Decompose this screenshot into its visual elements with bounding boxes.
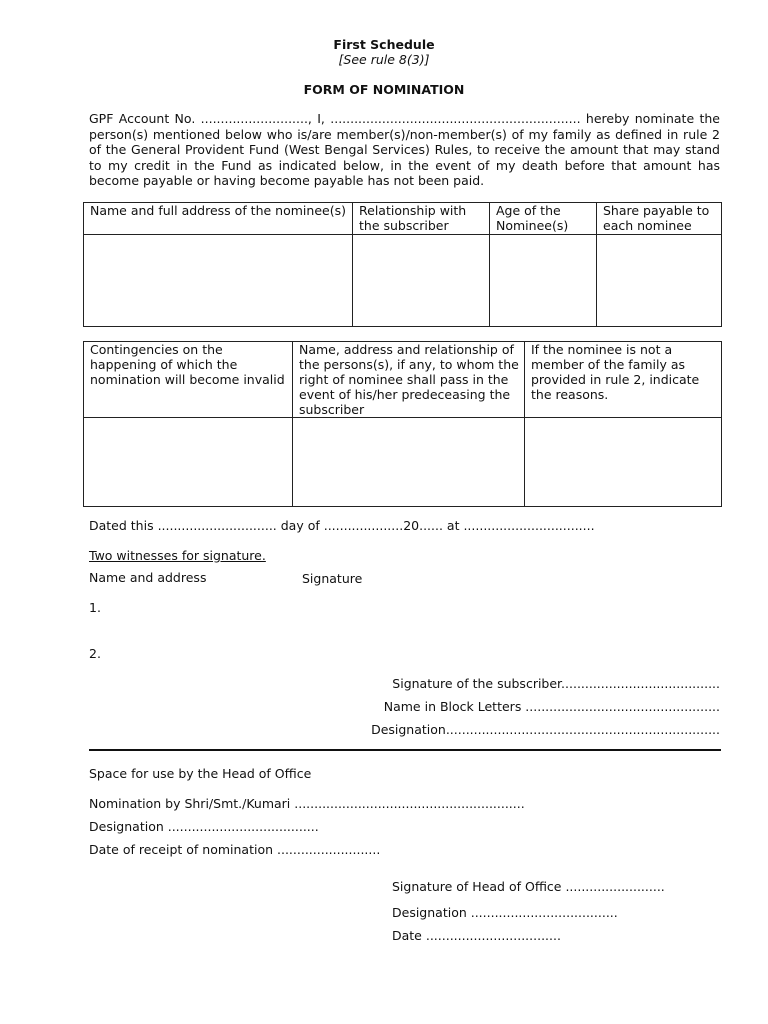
- subscriber-signature-line: Signature of the subscriber........................................: [392, 676, 720, 691]
- page-title: First Schedule: [333, 37, 435, 52]
- nominee-share-cell[interactable]: [597, 235, 722, 327]
- witnesses-heading: Two witnesses for signature.: [89, 548, 266, 563]
- witness-signature-column-label: Signature: [302, 571, 363, 586]
- date-of-receipt-line: Date of receipt of nomination ..........................: [89, 842, 381, 857]
- office-designation-line: Designation ......................................: [89, 819, 319, 834]
- contingency-successor-cell[interactable]: [293, 418, 525, 507]
- nominee-header-share: Share payable to each nominee: [597, 203, 722, 235]
- nominee-name-cell[interactable]: [84, 235, 353, 327]
- head-of-office-date-line: Date ..................................: [392, 928, 561, 943]
- contingency-table: [83, 341, 722, 507]
- nominee-age-cell[interactable]: [490, 235, 597, 327]
- nominee-header-name: Name and full address of the nominee(s): [84, 203, 353, 235]
- contingency-header-reasons: If the nominee is not a member of the family as provided in rule 2, indicate the reasons.: [525, 342, 722, 418]
- head-of-office-signature-line: Signature of Head of Office .........................: [392, 879, 665, 894]
- dated-line: Dated this .............................. day of ....................20...... at .................................: [89, 518, 595, 533]
- form-title: FORM OF NOMINATION: [303, 82, 465, 97]
- nominee-relationship-cell[interactable]: [353, 235, 490, 327]
- nominee-header-relationship: Relationship with the subscriber: [353, 203, 490, 235]
- witness-2-label: 2.: [89, 646, 101, 661]
- subscriber-block-letters-line: Name in Block Letters .................................................: [383, 699, 720, 714]
- subscriber-designation-line: Designation.....................................................................: [371, 722, 720, 737]
- contingency-reasons-cell[interactable]: [525, 418, 722, 507]
- witness-1-label: 1.: [89, 600, 101, 615]
- nominee-entry-row: [84, 235, 722, 327]
- nominee-table: [83, 202, 722, 327]
- contingency-table-header-row: [84, 342, 722, 418]
- nominee-header-age: Age of the Nominee(s): [490, 203, 597, 235]
- rule-reference: [See rule 8(3)]: [338, 52, 430, 67]
- contingency-invalid-cell[interactable]: [84, 418, 293, 507]
- head-of-office-designation-line: Designation .....................................: [392, 905, 618, 920]
- contingency-entry-row: [84, 418, 722, 507]
- witness-name-column-label: Name and address: [89, 570, 207, 585]
- intro-paragraph: GPF Account No. ..........................., I, ............................................................... hereby nominate the person(s) mentioned below who is/are member(s)/non-member(s) of my family as defined in rule 2 of the General Provident Fund (West Bengal Services) Rules, to receive the amount that may stand to my credit in the Fund as indicated below, in the event of my death before that amount has become payable or having become payable has not been paid.: [89, 111, 720, 188]
- nominee-table-header-row: [84, 203, 722, 235]
- contingency-header-invalid: Contingencies on the happening of which the nomination will become invalid: [84, 342, 293, 418]
- contingency-header-successor: Name, address and relationship of the persons(s), if any, to whom the right of nominee shall pass in the event of his/her predeceasing the subscriber: [293, 342, 525, 418]
- section-divider: [89, 749, 721, 751]
- nomination-by-line: Nomination by Shri/Smt./Kumari ..........................................................: [89, 796, 525, 811]
- office-section-heading: Space for use by the Head of Office: [89, 766, 312, 781]
